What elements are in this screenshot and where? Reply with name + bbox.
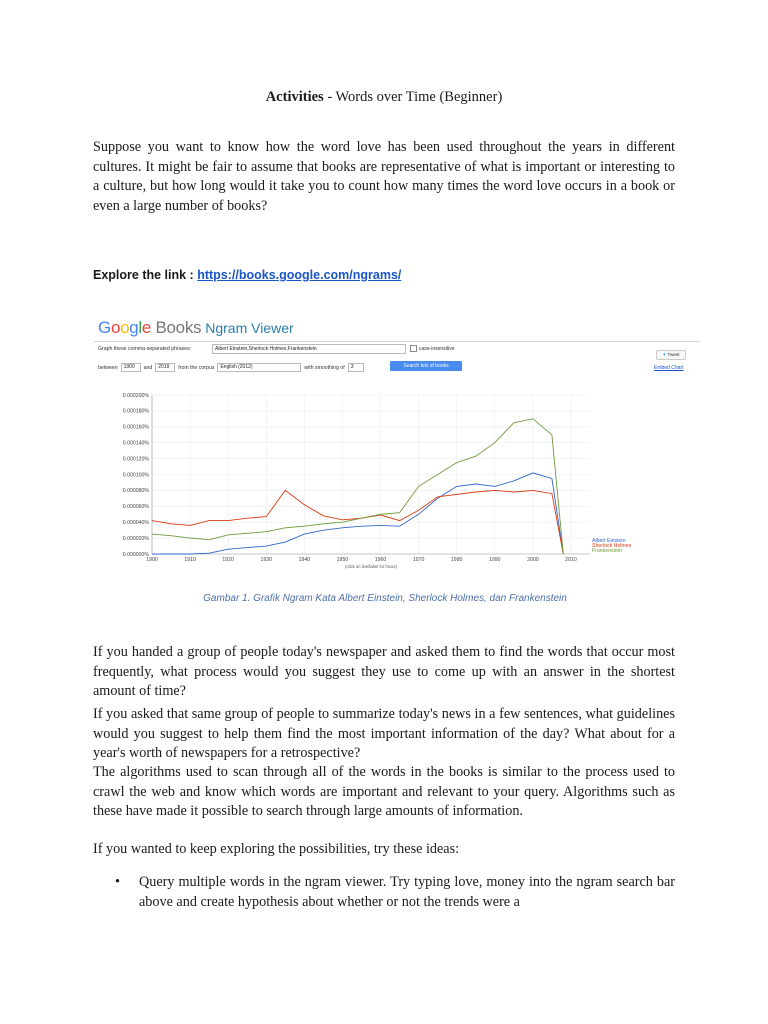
bullet-dot: • [115,874,120,890]
y-tick-label: 0.000120% [122,456,149,463]
paragraph-newspaper: If you handed a group of people today's newspaper and asked them to find the words that occur most frequently, what process would you suggest they use to come up with an answer in the shortest amount of time? [93,644,675,699]
legend-label: Frankenstein [592,548,622,554]
series-line-frankenstein [152,419,563,554]
x-tick-label: 1940 [298,557,311,563]
legend-label: Albert Einstein [592,538,626,544]
series-line-albert-einstein [152,473,563,554]
y-tick-label: 0.000040% [122,520,149,526]
ngram-link[interactable]: https://books.google.com/ngrams/ [197,268,402,282]
smoothing-label: with smoothing of [304,364,345,371]
figure-caption: Gambar 1. Grafik Ngram Kata Albert Einstein, Sherlock Holmes, dan Frankenstein [203,593,567,604]
y-tick-label: 0.000160% [122,424,149,431]
and-label: and [143,364,153,371]
title-bold: Activities [265,89,324,105]
x-tick-label: 1950 [336,557,349,563]
x-tick-label: 2000 [527,557,539,563]
logo-viewer: Ngram Viewer [205,320,294,336]
graph-phrases-label: Graph these comma-separated phrases: [98,346,192,352]
explore-line [93,268,401,282]
list-item [93,873,675,912]
intro-paragraph: Suppose you want to know how the word love has been used throughout the years in different cultures. It might be fair to assume that books are representative of what is important or interesting to a culture, but how long would it take you to count how many times the word love occurs in a book or even a large number of books? [93,139,675,214]
twitter-bird-icon: ✦ [662,352,667,357]
paragraph-explore-ideas: If you wanted to keep exploring the possibilities, try these ideas: [93,841,460,857]
smoothing-select[interactable]: 3 [348,363,364,372]
x-tick-label: 1990 [489,557,501,563]
x-tick-label: 2010 [565,557,577,563]
start-year-input[interactable]: 1900 [121,363,141,372]
x-tick-label: 1910 [184,557,196,563]
corpus-value: English (2012) [220,364,253,370]
y-tick-label: 0.000140% [122,440,149,447]
tweet-label: Tweet [667,352,680,357]
ngram-chart [94,313,704,581]
x-tick-label: 1920 [222,557,234,563]
between-label: between [98,364,118,371]
ngram-viewer-screenshot [94,313,704,581]
y-tick-label: 0.000060% [122,504,149,511]
x-tick-label: 1970 [412,557,425,563]
y-tick-label: 0.000020% [122,535,149,542]
legend-label: Sherlock Holmes [592,543,632,549]
title-rest: - Words over Time (Beginner) [323,89,503,105]
chart-click-hint: (click on line/label for focus) [345,564,397,569]
y-tick-label: 0.000180% [122,408,149,415]
y-tick-label: 0.000080% [122,488,149,495]
embed-chart-link[interactable]: Embed Chart [654,365,684,371]
end-year-input[interactable]: 2019 [155,363,175,372]
paragraph-algorithms: The algorithms used to scan through all of the words in the books is similar to the process used to crawl the web and know which words are important and relevant to your query. Algorithms such as these have made it possible to search through large amounts of information. [93,764,675,819]
paragraph-summarize: If you asked that same group of people to summarize today's news in a few sentences, what guidelines would you suggest to help them find the most important information of the day? What about for a year's worth of newspapers for a retrospective? [93,706,675,761]
x-tick-label: 1960 [374,557,387,563]
x-tick-label: 1930 [260,557,273,563]
x-tick-label: 1900 [146,557,158,563]
search-books-button[interactable]: Search lots of books [390,361,462,371]
x-tick-label: 1980 [450,557,463,563]
y-tick-label: 0.000200% [122,392,149,399]
bullet-text: Query multiple words in the ngram viewer. Try typing love, money into the ngram search bar above and create hypothesis about whether or not the trends were a [139,874,675,910]
phrases-input[interactable]: Albert Einstein,Sherlock Holmes,Frankenstein [212,344,406,354]
explore-label: Explore the link : [93,268,198,282]
corpus-label: from the corpus [178,364,215,371]
y-tick-label: 0.000000% [122,551,149,558]
case-insensitive-label: case-insensitive [419,345,455,352]
google-logo-text: Google [98,318,152,337]
y-tick-label: 0.000100% [122,472,149,479]
logo-books: Books [151,318,202,337]
ideas-list [93,873,675,912]
page-title [0,89,768,106]
